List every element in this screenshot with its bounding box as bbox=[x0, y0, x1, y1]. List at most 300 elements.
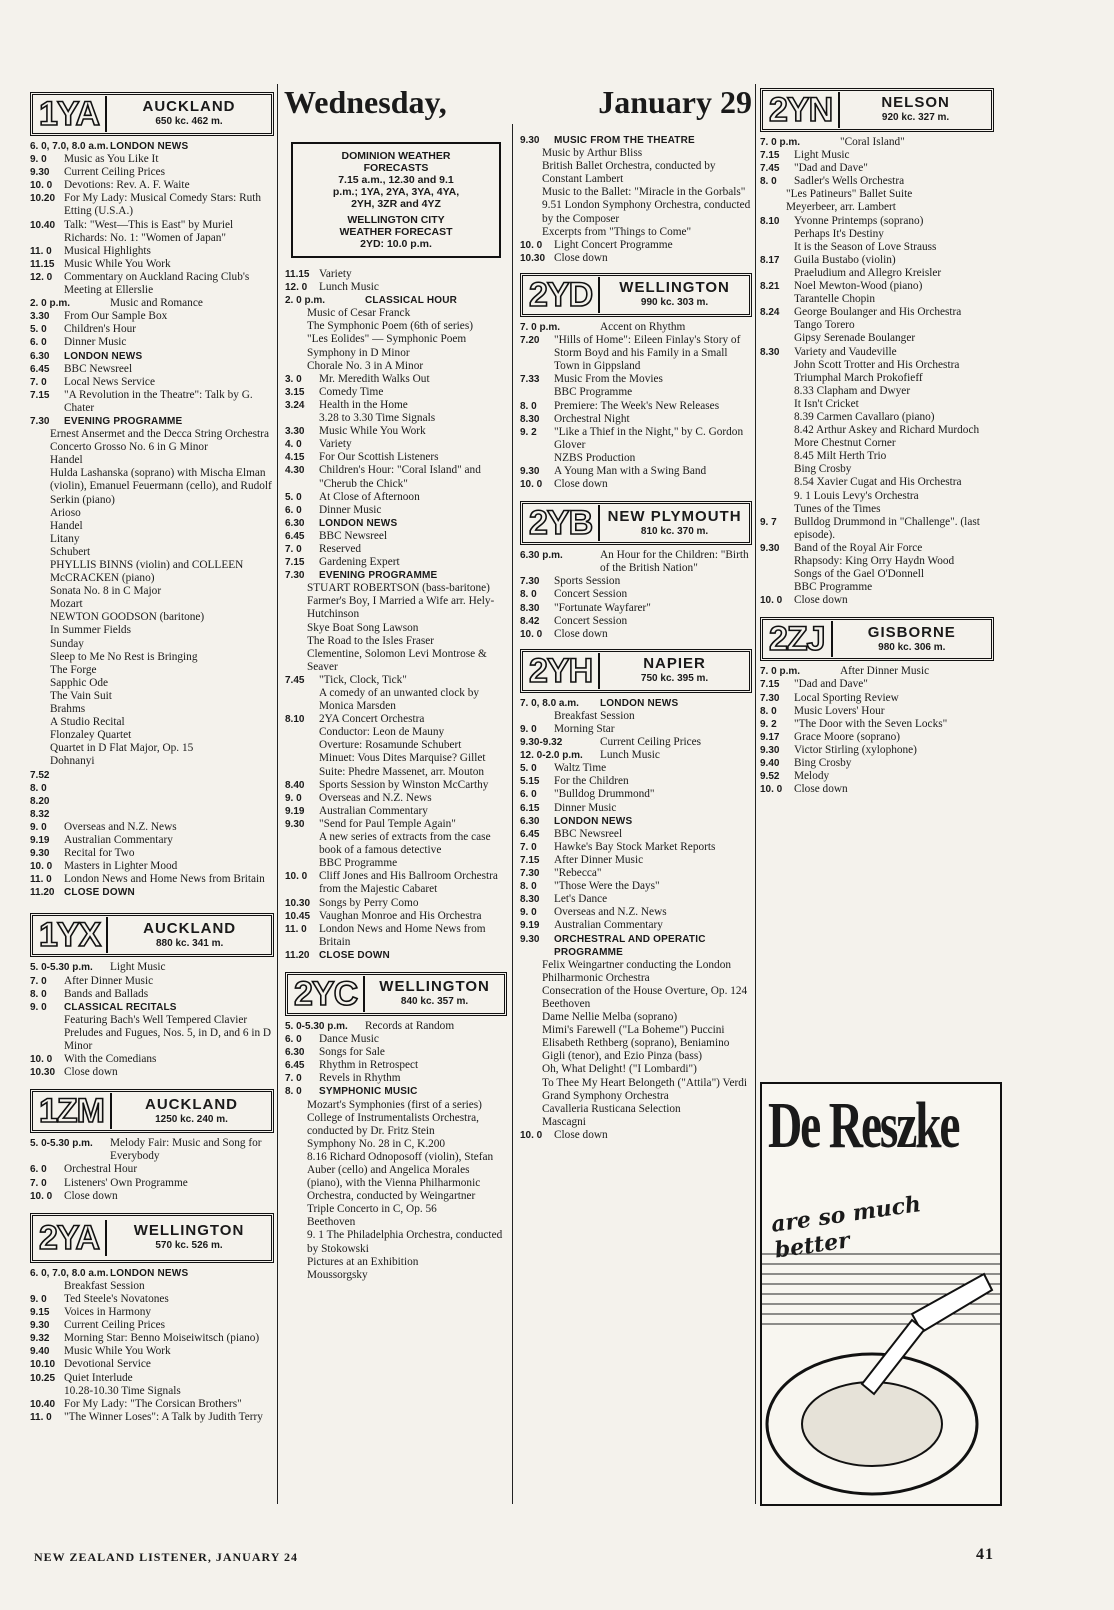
programme-detail-line: Music by Arthur Bliss bbox=[542, 147, 643, 160]
programme-title: Praeludium and Allegro Kreisler bbox=[794, 266, 942, 279]
station-banner-2yh bbox=[520, 649, 752, 693]
programme-entry bbox=[30, 323, 274, 336]
programme-time: 8. 0 bbox=[520, 400, 537, 412]
programme-entry bbox=[285, 923, 507, 949]
programme-time: 8.10 bbox=[760, 215, 780, 227]
programme-entry bbox=[30, 166, 274, 179]
programme-time: 9.30 bbox=[520, 465, 540, 477]
programme-detail-theatre bbox=[520, 147, 752, 239]
programme-title: Music and Romance bbox=[110, 297, 203, 310]
programme-title: Dinner Music bbox=[319, 503, 382, 516]
programme-list-2ya-afternoon bbox=[285, 268, 507, 307]
programme-time: 3.30 bbox=[285, 426, 305, 438]
programme-detail-line: Flonzaley Quartet bbox=[50, 729, 132, 742]
programme-detail-line: Litany bbox=[50, 532, 80, 545]
station-banner-2yc bbox=[285, 972, 507, 1016]
programme-list-theatre bbox=[520, 134, 752, 147]
programme-title: CLOSE DOWN bbox=[64, 887, 135, 899]
programme-title: Bulldog Drummond in "Challenge". (last episode). bbox=[794, 515, 980, 541]
programme-detail-evening bbox=[285, 582, 507, 674]
programme-list-1ya bbox=[30, 140, 274, 428]
programme-title: Songs by Perry Como bbox=[319, 896, 419, 909]
programme-time: 7. 0 bbox=[285, 1073, 302, 1085]
programme-entry bbox=[285, 1020, 507, 1033]
programme-entry bbox=[760, 503, 994, 516]
programme-title: Australian Commentary bbox=[554, 919, 663, 932]
programme-time: 9.30 bbox=[30, 167, 50, 179]
programme-time: 11.20 bbox=[30, 887, 55, 899]
programme-title: Masters in Lighter Mood bbox=[64, 860, 178, 873]
header-date: January 29 bbox=[598, 83, 752, 120]
station-call-sign: 2ZJ bbox=[763, 621, 833, 657]
programme-time: 8.17 bbox=[760, 254, 780, 266]
programme-entry bbox=[760, 228, 994, 241]
programme-time: 9.32 bbox=[30, 1333, 50, 1345]
programme-entry bbox=[30, 847, 274, 860]
programme-title: BBC Programme bbox=[554, 386, 633, 399]
programme-title: LONDON NEWS bbox=[110, 1267, 189, 1279]
programme-entry bbox=[285, 779, 507, 792]
programme-time: 9.19 bbox=[285, 805, 305, 817]
programme-time: 3.15 bbox=[285, 386, 305, 398]
programme-title: "Fortunate Wayfarer" bbox=[554, 601, 651, 614]
programme-entry bbox=[30, 769, 274, 782]
programme-list-2yc bbox=[285, 1020, 507, 1099]
programme-title: Dance Music bbox=[319, 1033, 379, 1046]
programme-entry bbox=[285, 504, 507, 517]
programme-title: Yvonne Printemps (soprano) bbox=[794, 214, 924, 227]
programme-time: 5. 0-5.30 p.m. bbox=[30, 1138, 93, 1150]
programme-time: 10.40 bbox=[30, 1398, 56, 1410]
programme-title: "Bulldog Drummond" bbox=[554, 788, 655, 801]
station-frequency: 920 kc. 327 m. bbox=[881, 112, 950, 124]
programme-title: Devotional Service bbox=[64, 1358, 151, 1371]
programme-time: 12. 0-2.0 p.m. bbox=[520, 750, 583, 762]
programme-entry bbox=[520, 710, 752, 723]
programme-time: 7.15 bbox=[520, 854, 540, 866]
programme-time: 6.30 p.m. bbox=[520, 550, 563, 562]
programme-list-2yn-late bbox=[760, 215, 994, 608]
programme-entry bbox=[520, 919, 752, 932]
programme-title: Victor Stirling (xylophone) bbox=[794, 743, 917, 756]
station-banner-1yx bbox=[30, 913, 274, 957]
programme-title: For My Lady: Musical Comedy Stars: Ruth Etting (U.S.A.) bbox=[64, 192, 262, 218]
programme-entry bbox=[285, 857, 507, 870]
programme-entry bbox=[30, 1053, 274, 1066]
programme-time: 11.20 bbox=[285, 949, 310, 961]
programme-time: 9.30-9.32 bbox=[520, 737, 563, 749]
programme-detail-line: Sapphic Ode bbox=[50, 676, 109, 689]
programme-time: 8. 0 bbox=[30, 988, 47, 1000]
programme-title: BBC Programme bbox=[794, 581, 873, 594]
column-1 bbox=[30, 88, 274, 1424]
programme-title: Music From the Movies bbox=[554, 373, 663, 386]
programme-time: 7. 0 p.m. bbox=[520, 321, 561, 333]
programme-title: From Our Sample Box bbox=[64, 310, 168, 323]
programme-time: 8.30 bbox=[520, 602, 540, 614]
programme-entry bbox=[30, 1137, 274, 1163]
programme-title: Songs of the Gael O'Donnell bbox=[794, 568, 925, 581]
programme-time: 6. 0 bbox=[30, 337, 47, 349]
programme-time: 9. 2 bbox=[520, 426, 537, 438]
programme-entry bbox=[520, 588, 752, 601]
programme-time: 10.20 bbox=[30, 193, 56, 205]
programme-entry bbox=[30, 389, 274, 415]
station-call-sign: 2YD bbox=[523, 277, 600, 313]
programme-detail-line: To Thee My Heart Belongeth ("Attila") Verdi bbox=[542, 1076, 748, 1089]
programme-title: Morning Star bbox=[554, 723, 615, 735]
programme-detail-line: 9. 1 The Philadelphia Orchestra, conducted by Stokowski bbox=[307, 1229, 503, 1255]
station-city: AUCKLAND bbox=[145, 1095, 238, 1113]
programme-detail-line: The Vain Suit bbox=[50, 689, 112, 702]
programme-time: 5. 0-5.30 p.m. bbox=[30, 962, 93, 974]
programme-entry bbox=[760, 411, 994, 424]
programme-entry bbox=[30, 975, 274, 988]
programme-detail-line: Consecration of the House Overture, Op. 124 bbox=[542, 984, 748, 997]
programme-title: Noel Mewton-Wood (piano) bbox=[794, 280, 923, 293]
programme-title: LONDON NEWS bbox=[64, 350, 143, 362]
programme-time: 6.45 bbox=[520, 828, 540, 840]
programme-title: Australian Commentary bbox=[64, 833, 173, 846]
programme-title: After Dinner Music bbox=[64, 974, 154, 987]
programme-title: Sports Session by Winston McCarthy bbox=[319, 778, 489, 791]
programme-time: 2. 0 p.m. bbox=[285, 295, 326, 307]
programme-entry bbox=[760, 346, 994, 359]
programme-time: 7.30 bbox=[520, 868, 540, 880]
programme-title: Triumphal March Prokofieff bbox=[794, 371, 923, 384]
programme-entry bbox=[285, 949, 507, 962]
programme-title: Close down bbox=[64, 1189, 118, 1202]
programme-time: 9.30 bbox=[520, 135, 540, 146]
programme-entry bbox=[30, 1027, 274, 1053]
programme-entry bbox=[520, 426, 752, 452]
programme-detail-line: "Les Patineurs" Ballet Suite bbox=[786, 188, 913, 201]
programme-time: 8. 0 bbox=[30, 782, 47, 794]
programme-title: "Those Were the Days" bbox=[554, 880, 660, 893]
programme-title: BBC Programme bbox=[319, 857, 398, 870]
programme-title: A new series of extracts from the case book of a famous detective bbox=[319, 831, 491, 857]
programme-entry bbox=[30, 782, 274, 795]
programme-entry bbox=[520, 465, 752, 478]
programme-entry bbox=[285, 713, 507, 726]
station-banner-2yb bbox=[520, 501, 752, 545]
programme-title: 3.28 to 3.30 Time Signals bbox=[319, 412, 436, 425]
programme-entry bbox=[760, 306, 994, 319]
programme-title: "Like a Thief in the Night," by C. Gordon Glover bbox=[554, 425, 744, 451]
programme-title: CLASSICAL HOUR bbox=[365, 295, 458, 307]
programme-detail-line: Symphony in D Minor bbox=[307, 346, 410, 359]
programme-entry bbox=[30, 1177, 274, 1190]
programme-time: 6.30 bbox=[520, 815, 540, 827]
programme-entry bbox=[760, 463, 994, 476]
programme-title: Conductor: Leon de Mauny bbox=[319, 726, 445, 739]
programme-title: "Dad and Dave" bbox=[794, 162, 868, 175]
programme-title: Bing Crosby bbox=[794, 757, 852, 770]
programme-title: Featuring Bach's Well Tempered Clavier bbox=[64, 1013, 248, 1026]
programme-entry bbox=[760, 718, 994, 731]
programme-time: 8. 0 bbox=[760, 705, 777, 717]
programme-entry bbox=[30, 1358, 274, 1371]
programme-time: 8. 0 bbox=[520, 589, 537, 601]
programme-detail-line: Handel bbox=[50, 519, 83, 532]
programme-title: Close down bbox=[794, 783, 848, 796]
programme-title: Bands and Ballads bbox=[64, 987, 149, 1000]
programme-entry bbox=[285, 752, 507, 765]
station-frequency: 650 kc. 462 m. bbox=[155, 116, 223, 128]
programme-entry bbox=[285, 687, 507, 713]
programme-entry bbox=[30, 179, 274, 192]
programme-entry bbox=[520, 386, 752, 399]
programme-time: 7. 0 p.m. bbox=[760, 137, 801, 148]
programme-detail-line: Quartet in D Flat Major, Op. 15 bbox=[50, 742, 194, 755]
programme-title: Premiere: The Week's New Releases bbox=[554, 399, 720, 412]
programme-detail-line: Sleep to Me No Rest is Bringing bbox=[50, 650, 198, 663]
programme-entry bbox=[520, 252, 752, 265]
programme-title: Orchestral Night bbox=[554, 412, 630, 425]
programme-title: Current Ceiling Prices bbox=[64, 166, 166, 179]
programme-time: 5.15 bbox=[520, 776, 540, 788]
programme-entry bbox=[285, 1033, 507, 1046]
programme-entry bbox=[30, 1001, 274, 1014]
station-city: AUCKLAND bbox=[142, 98, 236, 116]
programme-time: 9. 7 bbox=[760, 516, 777, 528]
programme-title: "Rebecca" bbox=[554, 867, 602, 880]
programme-entry bbox=[285, 674, 507, 687]
programme-detail-line: Brahms bbox=[50, 703, 86, 716]
programme-time: 10.40 bbox=[30, 219, 56, 231]
programme-entry bbox=[760, 490, 994, 503]
station-frequency: 810 kc. 370 m. bbox=[640, 525, 709, 537]
programme-time: 7.45 bbox=[285, 674, 305, 686]
programme-entry bbox=[760, 476, 994, 489]
programme-entry bbox=[30, 834, 274, 847]
programme-detail-line: Mozart bbox=[50, 598, 83, 611]
programme-detail-line: Hulda Lashanska (soprano) with Mischa Elman (violin), Emanuel Feuermann (cello), and Rudolf Serkin (piano) bbox=[50, 467, 272, 506]
programme-entry bbox=[30, 1411, 274, 1424]
programme-title: Music While You Work bbox=[64, 1345, 171, 1358]
programme-detail-line: Sonata No. 8 in C Major bbox=[50, 585, 162, 598]
programme-time: 7.52 bbox=[30, 769, 50, 781]
programme-time: 10. 0 bbox=[520, 479, 543, 491]
programme-entry bbox=[520, 413, 752, 426]
programme-title: NZBS Production bbox=[554, 451, 636, 464]
programme-entry bbox=[30, 140, 274, 153]
programme-entry bbox=[760, 594, 994, 607]
column-divider bbox=[755, 84, 756, 1504]
programme-list-2ya-evening bbox=[285, 373, 507, 583]
programme-time: 10. 0 bbox=[760, 784, 783, 796]
programme-time: 9. 0 bbox=[30, 1293, 47, 1305]
programme-entry bbox=[30, 415, 274, 428]
programme-time: 6.45 bbox=[285, 1060, 305, 1072]
programme-title: Guila Bustabo (violin) bbox=[794, 253, 896, 266]
station-banner-1zm bbox=[30, 1089, 274, 1133]
programme-time: 6.45 bbox=[30, 363, 50, 375]
programme-title: After Dinner Music bbox=[840, 665, 930, 678]
programme-title: Current Ceiling Prices bbox=[600, 736, 702, 749]
programme-entry bbox=[760, 319, 994, 332]
programme-title: Overseas and N.Z. News bbox=[319, 791, 432, 804]
programme-entry bbox=[520, 775, 752, 788]
programme-entry bbox=[520, 723, 752, 736]
programme-detail-line: Felix Weingartner conducting the London Philharmonic Orchestra bbox=[542, 958, 732, 984]
programme-title: LONDON NEWS bbox=[554, 815, 633, 827]
weather-line: WEATHER FORECAST bbox=[339, 226, 453, 238]
programme-entry bbox=[520, 867, 752, 880]
programme-entry bbox=[30, 192, 274, 218]
programme-title: BBC Newsreel bbox=[554, 827, 623, 840]
programme-detail-line: The Forge bbox=[50, 663, 97, 676]
programme-list-2zj bbox=[760, 665, 994, 796]
programme-detail-line: "Les Eolides" — Symphonic Poem bbox=[307, 333, 467, 346]
programme-time: 7.33 bbox=[520, 374, 540, 386]
weather-line: 2YH, 3ZR and 4YZ bbox=[351, 198, 441, 210]
programme-title: Close down bbox=[554, 627, 608, 640]
programme-title: 8.33 Clapham and Dwyer bbox=[794, 384, 911, 397]
programme-title: Close down bbox=[554, 478, 608, 491]
programme-time: 8.32 bbox=[30, 808, 50, 820]
programme-title: Rhythm in Retrospect bbox=[319, 1059, 419, 1072]
programme-time: 10.25 bbox=[30, 1372, 56, 1384]
programme-time: 3.24 bbox=[285, 399, 305, 411]
programme-time: 7.30 bbox=[520, 576, 540, 588]
programme-title: Reserved bbox=[319, 542, 362, 555]
station-call-sign: 2YA bbox=[33, 1220, 107, 1256]
programme-time: 9.40 bbox=[30, 1346, 50, 1358]
programme-title: Hawke's Bay Stock Market Reports bbox=[554, 840, 716, 853]
programme-time: 5. 0 bbox=[520, 763, 537, 775]
station-frequency: 570 kc. 526 m. bbox=[155, 1240, 223, 1252]
footer-publication: NEW ZEALAND LISTENER, JANUARY 24 bbox=[34, 1550, 298, 1564]
programme-detail-line: Concerto Grosso No. 6 in G Minor bbox=[50, 441, 208, 454]
programme-title: "Tick, Clock, Tick" bbox=[319, 673, 407, 686]
programme-time: 7.30 bbox=[285, 570, 305, 582]
programme-title: Tango Torero bbox=[794, 319, 855, 332]
programme-title: It Isn't Cricket bbox=[794, 397, 859, 410]
programme-title: CLOSE DOWN bbox=[319, 949, 390, 961]
programme-list-2yh-close bbox=[520, 1129, 752, 1142]
programme-detail-line: Triple Concerto in C, Op. 56 bbox=[307, 1203, 437, 1216]
programme-title: "The Winner Loses": A Talk by Judith Terry bbox=[64, 1410, 263, 1423]
programme-detail-line: Excerpts from "Things to Come" bbox=[542, 225, 692, 238]
programme-time: 10.30 bbox=[30, 1067, 56, 1079]
station-call-sign: 2YN bbox=[763, 92, 840, 128]
programme-time: 7. 0 bbox=[30, 376, 47, 388]
programme-title: Close down bbox=[554, 1128, 608, 1141]
programme-detail-line: Elisabeth Rethberg (soprano), Beniamino Gigli (tenor), and Ezio Pinza (bass) bbox=[542, 1037, 730, 1063]
programme-entry bbox=[285, 805, 507, 818]
programme-detail-line: Schubert bbox=[50, 545, 91, 558]
programme-entry bbox=[520, 828, 752, 841]
programme-entry bbox=[520, 1129, 752, 1142]
programme-title: Local Sporting Review bbox=[794, 691, 899, 704]
programme-entry bbox=[760, 450, 994, 463]
programme-title: Ted Steele's Novatones bbox=[64, 1292, 169, 1305]
programme-time: 12. 0 bbox=[30, 271, 53, 283]
programme-entry bbox=[285, 281, 507, 294]
programme-time: 10.45 bbox=[285, 910, 311, 922]
ad-brand: De Reszke bbox=[768, 1089, 959, 1162]
programme-entry bbox=[30, 1398, 274, 1411]
programme-detail-line: Clementine, Solomon Levi Montrose & Seaver bbox=[307, 647, 487, 673]
programme-title: SYMPHONIC MUSIC bbox=[319, 1086, 418, 1098]
programme-entry bbox=[285, 491, 507, 504]
station-city: GISBORNE bbox=[867, 623, 956, 641]
programme-entry bbox=[520, 239, 752, 252]
programme-entry bbox=[520, 549, 752, 575]
programme-time: 10. 0 bbox=[30, 1054, 53, 1066]
programme-entry bbox=[520, 697, 752, 710]
programme-title: Minuet: Vous Dites Marquise? Gillet bbox=[319, 752, 486, 765]
station-city: NELSON bbox=[881, 94, 950, 112]
programme-entry bbox=[520, 815, 752, 828]
programme-entry bbox=[285, 766, 507, 779]
programme-title: Band of the Royal Air Force bbox=[794, 541, 923, 554]
programme-entry bbox=[30, 1385, 274, 1398]
station-frequency: 880 kc. 341 m. bbox=[155, 937, 224, 949]
programme-detail-line: Beethoven bbox=[542, 997, 591, 1010]
programme-entry bbox=[760, 332, 994, 345]
programme-entry bbox=[285, 897, 507, 910]
programme-entry bbox=[760, 555, 994, 568]
programme-list-2yd bbox=[520, 321, 752, 491]
programme-title: Sports Session bbox=[554, 575, 621, 588]
programme-time: 9.30 bbox=[30, 1320, 50, 1332]
column-3 bbox=[520, 134, 752, 1142]
programme-entry bbox=[30, 808, 274, 821]
programme-title: George Boulanger and His Orchestra bbox=[794, 306, 962, 319]
programme-entry bbox=[285, 386, 507, 399]
weather-line: WELLINGTON CITY bbox=[347, 214, 445, 226]
programme-time: 11. 0 bbox=[30, 1411, 52, 1423]
programme-detail-line: Music of Cesar Franck bbox=[307, 307, 411, 320]
programme-title: 9. 1 Louis Levy's Orchestra bbox=[794, 489, 919, 502]
programme-title: Music as You Like It bbox=[64, 153, 159, 166]
programme-time: 10. 0 bbox=[30, 861, 53, 873]
programme-title: EVENING PROGRAMME bbox=[319, 570, 438, 582]
advertisement bbox=[760, 1082, 1002, 1506]
programme-entry bbox=[30, 1372, 274, 1385]
programme-time: 11.15 bbox=[30, 258, 55, 270]
programme-detail-line: College of Instrumentalists Orchestra, conducted by Dr. Fritz Stein bbox=[307, 1111, 479, 1137]
programme-entry bbox=[285, 910, 507, 923]
programme-title: Music Lovers' Hour bbox=[794, 704, 885, 717]
programme-entry bbox=[760, 254, 994, 267]
programme-entry bbox=[30, 219, 274, 245]
programme-time: 6. 0 bbox=[520, 789, 537, 801]
weather-line: FORECASTS bbox=[363, 162, 429, 174]
programme-time: 5. 0-5.30 p.m. bbox=[285, 1020, 348, 1032]
programme-time: 8. 0 bbox=[285, 1086, 302, 1098]
programme-time: 7.15 bbox=[760, 150, 780, 162]
programme-title: Sadler's Wells Orchestra bbox=[794, 175, 905, 188]
programme-title: LONDON NEWS bbox=[110, 141, 189, 152]
programme-time: 4. 0 bbox=[285, 439, 302, 451]
programme-list-2yn bbox=[760, 136, 994, 188]
station-city: NAPIER bbox=[643, 655, 706, 673]
programme-detail-line: Dohnanyi bbox=[50, 755, 95, 768]
programme-entry bbox=[285, 569, 507, 582]
programme-title: Variety bbox=[319, 438, 352, 451]
programme-entry bbox=[285, 464, 507, 490]
programme-title: "Coral Island" bbox=[840, 136, 905, 148]
station-frequency: 750 kc. 395 m. bbox=[640, 673, 709, 685]
programme-title: "A Revolution in the Theatre": Talk by G. Chater bbox=[64, 388, 253, 414]
programme-entry bbox=[520, 788, 752, 801]
programme-entry bbox=[285, 831, 507, 857]
station-call-sign: 1YX bbox=[33, 917, 108, 953]
programme-time: 8.30 bbox=[760, 346, 780, 358]
